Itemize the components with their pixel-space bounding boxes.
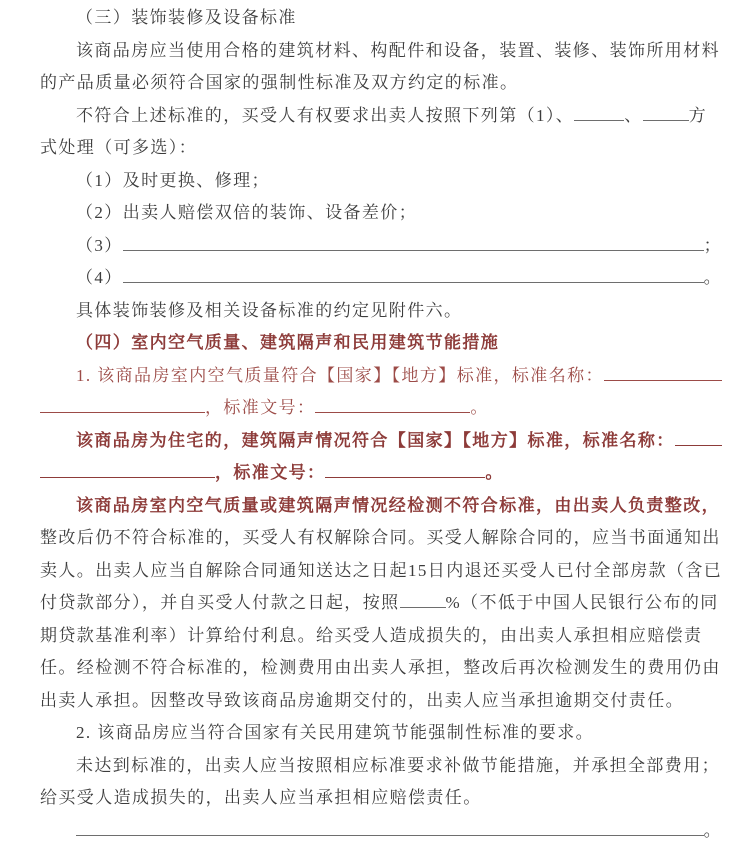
document-line — [40, 685, 722, 718]
document-line — [40, 35, 722, 68]
fill-in-blank — [643, 117, 689, 121]
document-line — [40, 555, 722, 588]
line-text: 的产品质量必须符合国家的强制性标准及双方约定的标准。 — [40, 73, 519, 92]
fill-in-blank — [400, 604, 446, 608]
line-text: ，标准文号： — [215, 463, 326, 482]
document-line — [40, 750, 722, 783]
line-text: 该商品房为住宅的，建筑隔声情况符合【国家】【地方】标准，标准名称： — [76, 430, 675, 450]
document-line — [40, 522, 722, 555]
fill-in-blank — [40, 409, 205, 413]
line-text: （4） — [76, 268, 123, 287]
line-text: 、 — [624, 105, 643, 125]
document-line — [40, 165, 722, 198]
fill-in-blank — [675, 442, 722, 446]
line-text: ，标准文号： — [205, 398, 316, 417]
document-line — [40, 100, 722, 133]
line-text: 该商品房室内空气质量或建筑隔声情况经检测不符合标准，由出卖人负责整改， — [76, 495, 720, 515]
line-text: 该商品房应当使用合格的建筑材料、构配件和设备，装置、装修、装饰所用材料 — [76, 40, 720, 60]
fill-in-blank — [604, 377, 722, 381]
document-line — [40, 587, 722, 620]
fill-in-blank — [76, 832, 704, 836]
line-text: 1. 该商品房室内空气质量符合【国家】【地方】标准，标准名称： — [76, 365, 604, 385]
fill-in-blank — [574, 117, 624, 121]
document-line — [40, 457, 722, 490]
line-text: ； — [703, 235, 722, 255]
line-text: 出卖人承担。因整改导致该商品房逾期交付的，出卖人应当承担逾期交付责任。 — [40, 690, 684, 710]
line-text: （3） — [76, 235, 123, 255]
line-text: 具体装饰装修及相关设备标准的约定见附件六。 — [76, 300, 463, 320]
document-line — [40, 295, 722, 328]
fill-in-blank — [123, 279, 704, 283]
fill-in-blank — [123, 247, 704, 251]
line-text: 付贷款部分），并自买受人付款之日起，按照 — [40, 593, 400, 612]
line-text: 给买受人造成损失的，出卖人应当承担相应赔偿责任。 — [40, 788, 482, 807]
line-text: 卖人。出卖人应当自解除合同通知送达之日起15日内退还买受人已付全部房款（含已 — [40, 560, 722, 580]
line-text: 2. 该商品房应当符合国家有关民用建筑节能强制性标准的要求。 — [76, 723, 594, 742]
document-line — [40, 132, 722, 165]
document-line — [40, 782, 722, 815]
document-line — [40, 490, 722, 523]
fill-in-blank — [325, 474, 485, 478]
document-line — [40, 425, 722, 458]
line-text: （四）室内空气质量、建筑隔声和民用建筑节能措施 — [76, 333, 500, 352]
fill-in-blank — [315, 409, 470, 413]
document-line — [40, 620, 722, 653]
line-text: 。 — [470, 398, 489, 417]
line-text: （1）及时更换、修理； — [76, 170, 270, 190]
document-line — [40, 230, 722, 263]
document-line — [40, 2, 722, 35]
line-text: 式处理（可多选）： — [40, 138, 198, 157]
line-text: （三）装饰装修及设备标准 — [76, 8, 297, 27]
line-text: 。 — [703, 268, 722, 287]
line-text: 。 — [703, 820, 722, 840]
document-line — [40, 327, 722, 360]
document-line — [40, 262, 722, 295]
line-text: 任。经检测不符合标准的，检测费用由出卖人承担，整改后再次检测发生的费用仍由 — [40, 658, 721, 677]
line-text: 未达到标准的，出卖人应当按照相应标准要求补做节能措施，并承担全部费用； — [76, 755, 720, 775]
document-line — [40, 717, 722, 750]
document-line — [40, 67, 722, 100]
line-text: 方 — [688, 105, 708, 125]
line-text: 。 — [485, 463, 504, 482]
line-text: 整改后仍不符合标准的，买受人有权解除合同。买受人解除合同的，应当书面通知出 — [40, 528, 721, 547]
document-line — [40, 815, 722, 848]
document-line — [40, 652, 722, 685]
line-text: 不符合上述标准的，买受人有权要求出卖人按照下列第（1）、 — [76, 105, 575, 125]
line-text: （2）出卖人赔偿双倍的装饰、设备差价； — [76, 203, 418, 222]
document-body — [40, 2, 722, 847]
document-line — [40, 392, 722, 425]
fill-in-blank — [40, 474, 215, 478]
line-text: 期贷款基准利率）计算给付利息。给买受人造成损失的，由出卖人承担相应赔偿责 — [40, 625, 703, 645]
document-line — [40, 197, 722, 230]
document-line — [40, 360, 722, 393]
line-text: %（不低于中国人民银行公布的同 — [445, 593, 719, 612]
